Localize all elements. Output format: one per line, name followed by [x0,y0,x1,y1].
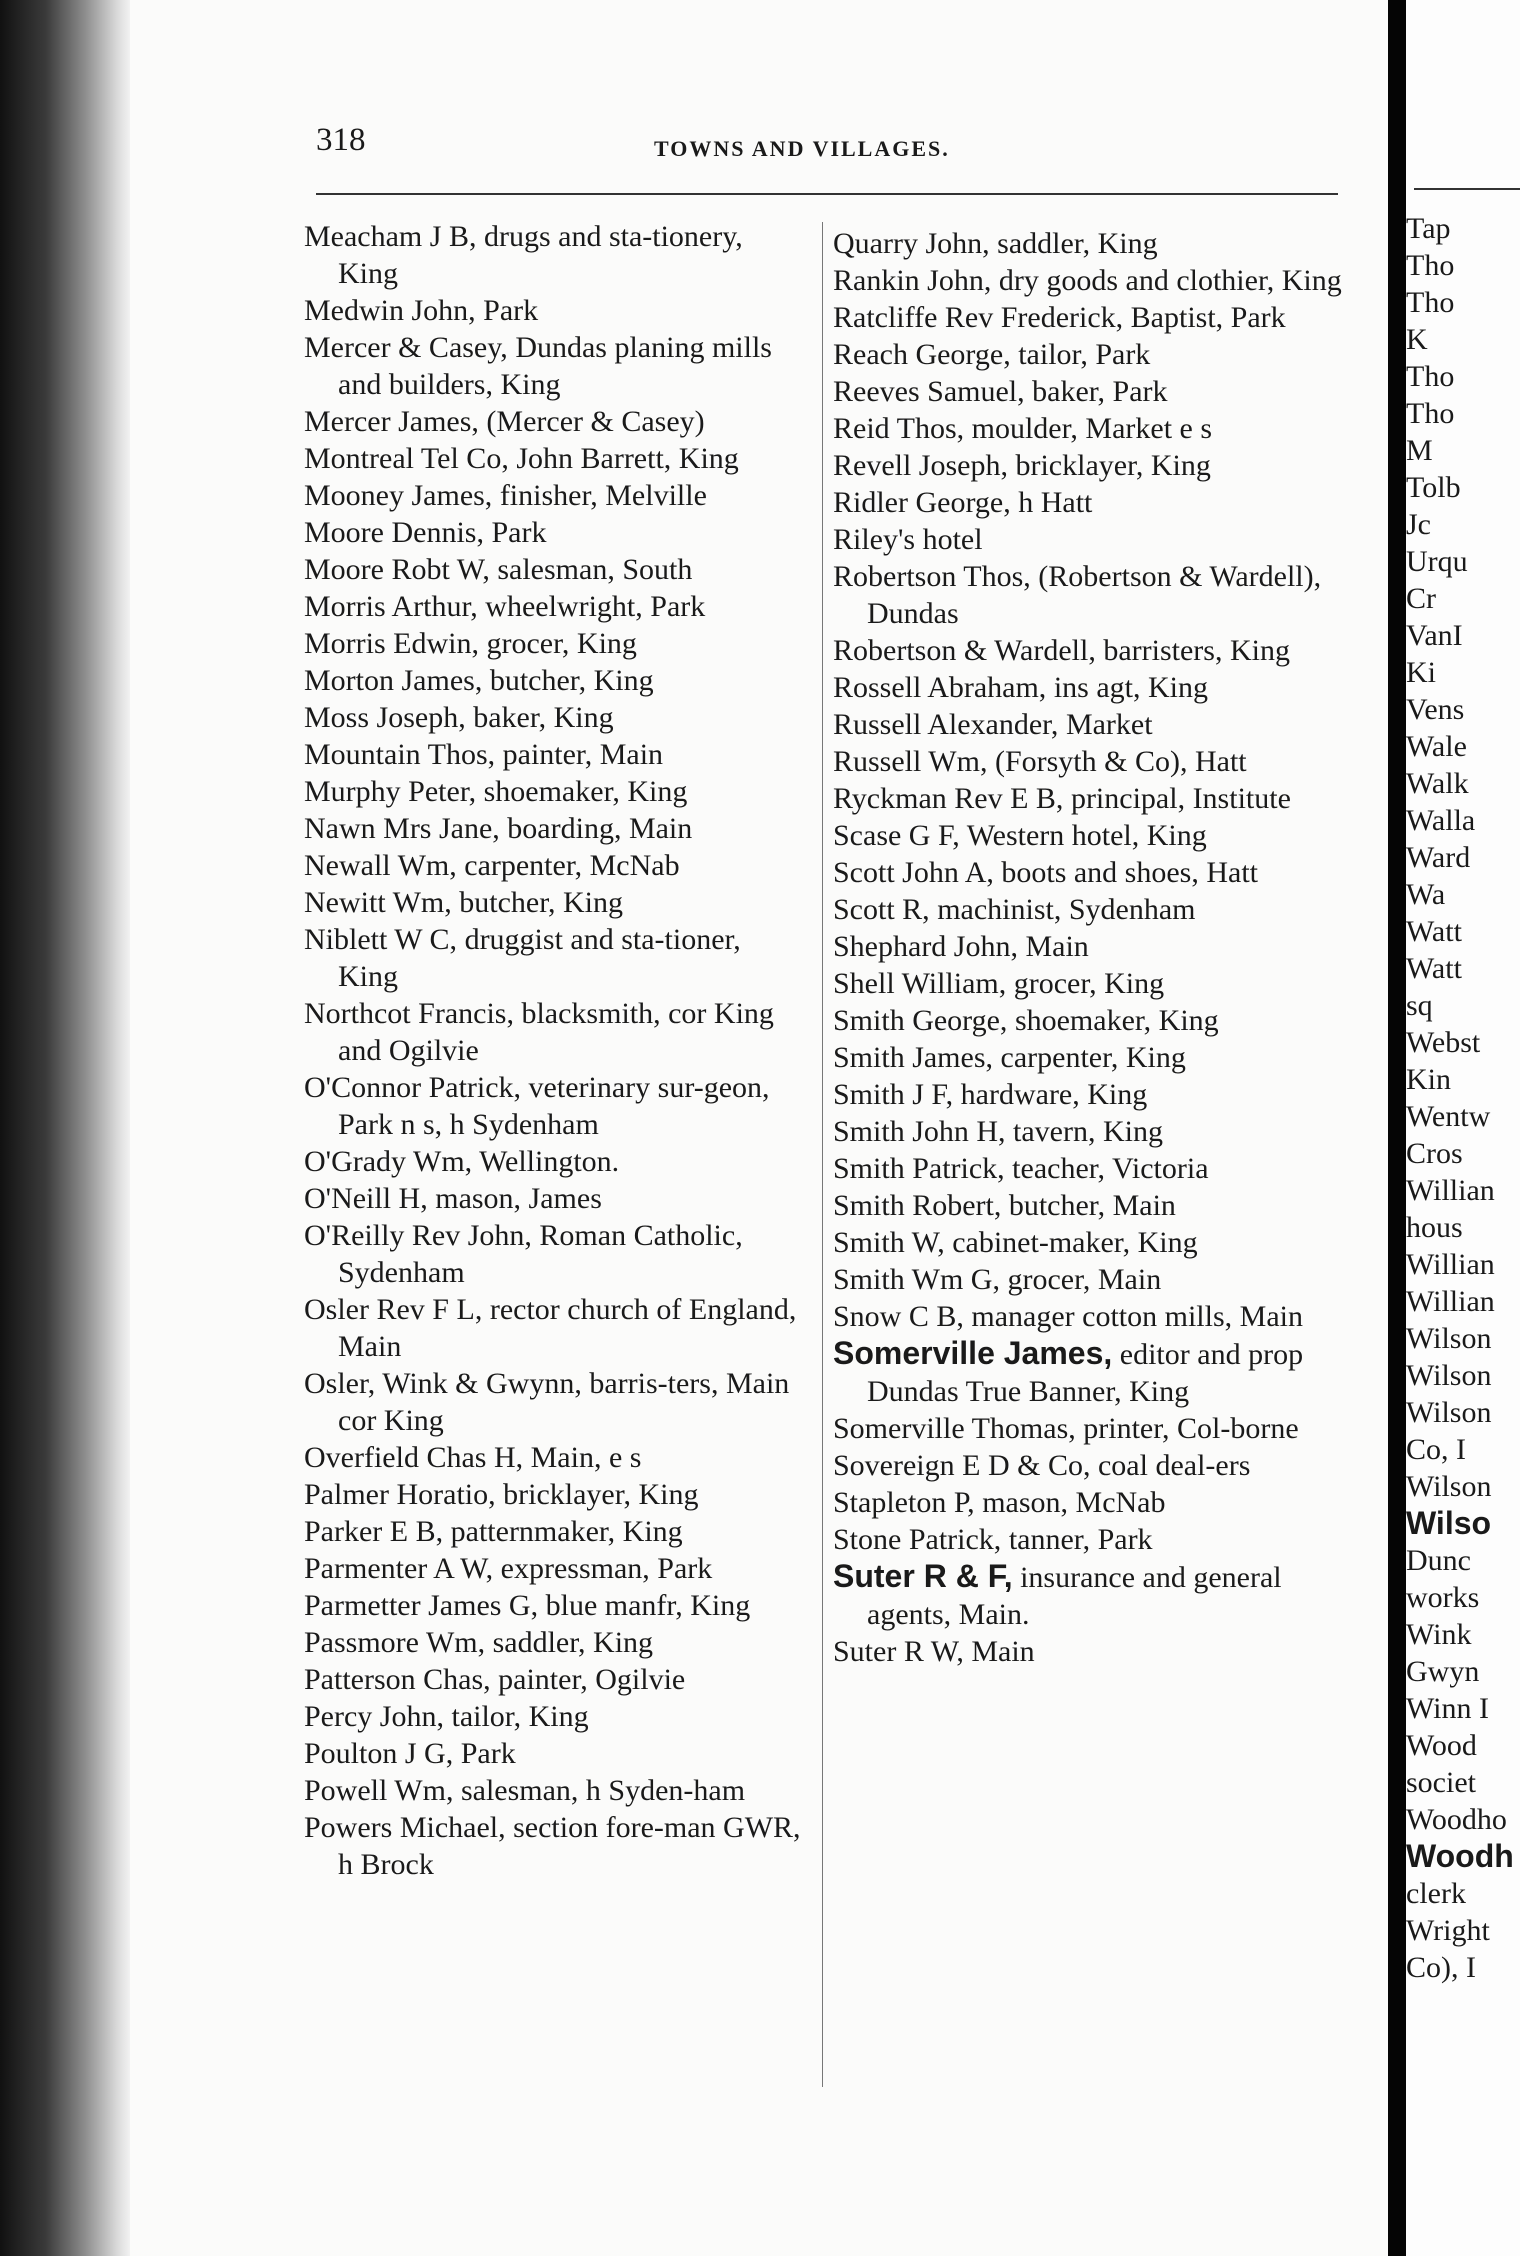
entry-name: Smith Wm G, [833,1263,1000,1296]
next-page-fragment: Wilso [1406,1505,1492,1541]
entry-details: carpenter, King [993,1041,1186,1074]
entry-name: Palmer Horatio, [304,1478,496,1511]
next-page-fragment: Watt [1406,952,1462,985]
entry-details: wheelwright, Park [477,590,706,623]
next-page-fragment: Wilson [1406,1359,1492,1392]
entry-details: Main, e s [523,1441,642,1474]
directory-entry [833,854,1343,891]
entry-details: carpenter, McNab [456,849,680,882]
directory-entry [833,965,1343,1002]
next-page-edge [1406,0,1520,2256]
directory-entry [833,1558,1343,1633]
entry-details: dry goods and clothier, King [991,264,1342,297]
entry-name: Meacham J B, [304,220,477,253]
directory-entry [833,1002,1343,1039]
directory-entry [304,1698,804,1735]
next-page-fragment: Wilson [1406,1396,1492,1429]
directory-entry [833,484,1343,521]
entry-name: Scase G F, [833,819,960,852]
entry-name: O'Neill H, [304,1182,428,1215]
entry-details: coal deal-ers [1090,1449,1251,1482]
entry-details: barris-ters, Main cor King [338,1367,790,1437]
next-page-fragment: Wa [1406,878,1446,911]
entry-name: Reach George, [833,338,1011,371]
directory-entry [833,1150,1343,1187]
entry-details: boarding, Main [499,812,693,845]
entry-name: Powell Wm, [304,1774,454,1807]
entry-details: shoemaker, King [1007,1004,1219,1037]
directory-entry [833,669,1343,706]
entry-details: moulder, Market e s [964,412,1213,445]
next-page-fragment: Wilson [1406,1322,1492,1355]
directory-entry [304,1365,804,1439]
entry-details: insurance and general agents, Main. [867,1561,1282,1631]
next-page-fragment: Woodho [1406,1803,1507,1836]
next-page-fragment: Tolb [1406,471,1461,504]
directory-entry [833,1633,1343,1670]
entry-name: Osler, Wink & Gwynn, [304,1367,582,1400]
entry-details: cabinet-maker, King [944,1226,1198,1259]
entry-details: (Robertson & Wardell), Dundas [867,560,1322,630]
directory-entry [833,410,1343,447]
entry-details: tavern, King [1005,1115,1163,1148]
entry-name: Russell Alexander, [833,708,1059,741]
entry-name: Smith Robert, [833,1189,1002,1222]
entry-name: Passmore Wm, [304,1626,486,1659]
entry-details: drugs and sta-tionery, King [338,220,743,290]
directory-entry [304,921,804,995]
column-divider [822,222,823,2087]
right-directory-column [833,225,1343,1670]
entry-details: teacher, Victoria [1004,1152,1209,1185]
directory-entry [304,847,804,884]
directory-entry [304,292,804,329]
directory-entry [833,817,1343,854]
entry-name: Scott John A, [833,856,994,889]
entry-name: Russell Wm, [833,745,988,778]
entry-name: Moore Dennis, [304,516,484,549]
next-page-fragment: Wilson [1406,1470,1492,1503]
next-page-fragment: Wood [1406,1729,1477,1762]
entry-name: Morris Edwin, [304,627,479,660]
directory-entry [304,625,804,662]
entry-name: Stone Patrick, [833,1523,1002,1556]
entry-details: (Forsyth & Co), Hatt [987,745,1247,778]
entry-details: barristers, King [1095,634,1290,667]
entry-details: printer, Col-borne [1075,1412,1299,1445]
directory-entry [304,699,804,736]
entry-details: section fore-man GWR, h Brock [338,1811,801,1881]
directory-entry [833,262,1343,299]
entry-name: Overfield Chas H, [304,1441,524,1474]
next-page-fragment: Tho [1406,286,1455,319]
next-page-fragment: Woodh [1406,1838,1514,1874]
entry-details: John Barrett, King [508,442,739,475]
directory-entry [304,1439,804,1476]
entry-name: Nawn Mrs Jane, [304,812,500,845]
directory-entry [304,1143,804,1180]
running-head: TOWNS AND VILLAGES. [654,136,950,161]
entry-details: shoemaker, King [476,775,688,808]
directory-entry [304,1291,804,1365]
next-page-fragment: Co), I [1406,1951,1476,1984]
entry-name: Suter R W, [833,1635,964,1668]
entry-name: Northcot Francis, [304,997,514,1030]
entry-details: Western hotel, King [959,819,1207,852]
entry-name: Mercer & Casey, [304,331,508,364]
directory-entry [833,1335,1343,1410]
entry-details: butcher, Main [1001,1189,1176,1222]
directory-entry [833,1298,1343,1335]
directory-entry [833,1039,1343,1076]
entry-name: Shell William, [833,967,1007,1000]
directory-entry [304,662,804,699]
entry-name: Robertson Thos, [833,560,1031,593]
next-page-fragment: Wale [1406,730,1467,763]
next-page-fragment: M [1406,434,1433,467]
entry-name: Moss Joseph, [304,701,466,734]
directory-entry [304,1661,804,1698]
directory-entry [833,1484,1343,1521]
entry-details: painter, Main [495,738,664,771]
directory-entry [304,810,804,847]
entry-details: baker, King [465,701,614,734]
directory-entry [304,1809,804,1883]
entry-name: Smith George, [833,1004,1008,1037]
directory-entry [304,736,804,773]
entry-details: boots and shoes, Hatt [993,856,1258,889]
entry-details: expressman, Park [493,1552,713,1585]
entry-name: O'Connor Patrick, [304,1071,522,1104]
directory-entry [833,1224,1343,1261]
entry-details: butcher, King [482,664,654,697]
next-page-fragment: Cros [1406,1137,1463,1170]
entry-details: Park [483,516,547,549]
entry-details: h Hatt [1010,486,1093,519]
entry-details: tailor, King [443,1700,589,1733]
directory-entry [304,329,804,403]
entry-name: O'Reilly Rev John, [304,1219,532,1252]
entry-name: Stapleton P, [833,1486,975,1519]
next-page-fragment: Urqu [1406,545,1468,578]
directory-entry [833,1521,1343,1558]
entry-details: Roman Catholic, Sydenham [338,1219,743,1289]
directory-entry [304,588,804,625]
entry-name: Smith Patrick, [833,1152,1005,1185]
entry-name: Mooney James, [304,479,493,512]
next-page-fragment: VanI [1406,619,1463,652]
directory-entry [304,551,804,588]
entry-details: painter, Ogilvie [490,1663,686,1696]
directory-entry [304,884,804,921]
next-page-fragment: Jc [1406,508,1431,541]
entry-details: Baptist, Park [1123,301,1286,334]
book-binding-shadow [0,0,130,2256]
entry-details: druggist and sta-tioner, King [338,923,741,993]
entry-details: mason, McNab [974,1486,1166,1519]
directory-entry [304,218,804,292]
next-page-fragment: Wright [1406,1914,1490,1947]
entry-details: grocer, King [1006,967,1165,1000]
next-page-fragment-list [1406,210,1514,1986]
entry-details: Market [1058,708,1153,741]
entry-details: Wellington. [472,1145,620,1178]
entry-details: tailor, Park [1010,338,1151,371]
entry-details: tanner, Park [1001,1523,1153,1556]
entry-name: Powers Michael, [304,1811,506,1844]
entry-name: Reid Thos, [833,412,965,445]
entry-details: rector church of England, Main [338,1293,797,1363]
entry-details: Main [1017,930,1089,963]
next-page-fragment: Willian [1406,1248,1495,1281]
directory-entry [833,1076,1343,1113]
entry-details: salesman, South [489,553,693,586]
next-page-fragment: Walk [1406,767,1469,800]
next-page-fragment: Walla [1406,804,1476,837]
directory-entry [833,891,1343,928]
directory-entry [833,225,1343,262]
entry-details: blacksmith, cor King and Ogilvie [338,997,774,1067]
directory-entry [833,373,1343,410]
next-page-fragment: Tho [1406,249,1455,282]
directory-entry [304,1513,804,1550]
next-page-fragment: Tho [1406,397,1455,430]
entry-details: salesman, h Syden-ham [453,1774,746,1807]
entry-details: (Mercer & Casey) [478,405,705,438]
next-page-fragment: Co, I [1406,1433,1466,1466]
next-page-fragment: Tho [1406,360,1455,393]
directory-entry [833,706,1343,743]
entry-name: Smith W, [833,1226,945,1259]
entry-details: Park [453,1737,516,1770]
next-page-fragment: Vens [1406,693,1465,726]
directory-entry [833,1113,1343,1150]
entry-name: Somerville Thomas, [833,1412,1076,1445]
entry-details: baker, Park [1024,375,1168,408]
entry-details: hardware, King [953,1078,1148,1111]
entry-details: bricklayer, King [1007,449,1211,482]
directory-entry [304,773,804,810]
next-page-fragment: Wentw [1406,1100,1491,1133]
next-page-fragment: Kin [1406,1063,1451,1096]
entry-name: Parker E B, [304,1515,444,1548]
entry-name: Ridler George, [833,486,1011,519]
next-page-fragment: K [1406,323,1428,356]
next-page-fragment: clerk [1406,1877,1466,1910]
entry-name: Morris Arthur, [304,590,478,623]
entry-name: Smith James, [833,1041,994,1074]
entry-details: mason, James [427,1182,602,1215]
entry-name: Shephard John, [833,930,1018,963]
next-page-fragment: Winn I [1406,1692,1489,1725]
entry-name: Patterson Chas, [304,1663,491,1696]
directory-entry [304,477,804,514]
directory-entry [833,928,1343,965]
next-page-fragment: Tap [1406,212,1451,245]
directory-entry [304,1735,804,1772]
next-page-fragment: Willian [1406,1174,1495,1207]
page-gutter [1388,0,1406,2256]
directory-entry [833,521,1343,558]
entry-details: saddler, King [989,227,1158,260]
entry-name: Newitt Wm, [304,886,452,919]
entry-name: Newall Wm, [304,849,457,882]
left-directory-column [304,218,804,1883]
entry-name: Quarry John, [833,227,990,260]
directory-entry [833,1447,1343,1484]
entry-name: Moore Robt W, [304,553,490,586]
entry-name: Rankin John, [833,264,992,297]
entry-name: Morton James, [304,664,483,697]
entry-name: Ryckman Rev E B, [833,782,1064,815]
directory-entry [833,632,1343,669]
next-page-fragment: Wink [1406,1618,1472,1651]
entry-name: Montreal Tel Co, [304,442,509,475]
entry-name: Osler Rev F L, [304,1293,483,1326]
directory-entry [304,1180,804,1217]
entry-name: Mercer James, [304,405,479,438]
entry-details: editor and prop Dundas True Banner, King [867,1338,1304,1408]
entry-details: butcher, King [451,886,624,919]
entry-name: Percy John, [304,1700,444,1733]
next-page-fragment: Gwyn [1406,1655,1480,1688]
entry-name: Medwin John, [304,294,476,327]
entry-details: grocer, King [479,627,637,660]
directory-entry [304,1069,804,1143]
next-page-fragment: Dunc [1406,1544,1471,1577]
entry-details: veterinary sur-geon, Park n s, h Sydenham [338,1071,770,1141]
next-page-fragment: Watt [1406,915,1462,948]
directory-entry [304,1587,804,1624]
entry-details: Main [963,1635,1035,1668]
directory-entry [833,743,1343,780]
entry-name: Niblett W C, [304,923,458,956]
directory-entry [304,514,804,551]
entry-name: Snow C B, [833,1300,964,1333]
entry-details: grocer, Main [999,1263,1162,1296]
entry-name: Scott R, [833,893,930,926]
entry-name: Reeves Samuel, [833,375,1025,408]
entry-name: Smith J F, [833,1078,954,1111]
next-page-fragment: hous [1406,1211,1463,1244]
next-page-fragment: societ [1406,1766,1476,1799]
entry-details: ins agt, King [1046,671,1208,704]
entry-name: Somerville James, [833,1335,1113,1371]
directory-entry [833,447,1343,484]
directory-entry [304,440,804,477]
entry-details: manager cotton mills, Main [963,1300,1303,1333]
entry-details: saddler, King [485,1626,654,1659]
next-page-fragment: Cr [1406,582,1436,615]
entry-name: Mountain Thos, [304,738,496,771]
directory-entry [304,1550,804,1587]
entry-name: Robertson & Wardell, [833,634,1096,667]
directory-entry [833,1410,1343,1447]
directory-entry [833,336,1343,373]
next-page-fragment: Webst [1406,1026,1481,1059]
directory-entry [304,995,804,1069]
entry-name: Parmenter A W, [304,1552,494,1585]
entry-name: Murphy Peter, [304,775,477,808]
next-page-fragment: Willian [1406,1285,1495,1318]
directory-entry [833,299,1343,336]
entry-name: O'Grady Wm, [304,1145,473,1178]
next-page-fragment: works [1406,1581,1480,1614]
directory-entry [304,403,804,440]
directory-entry [304,1476,804,1513]
directory-entry [304,1772,804,1809]
entry-name: Revell Joseph, [833,449,1008,482]
entry-details: blue manfr, King [538,1589,751,1622]
directory-entry [833,780,1343,817]
entry-name: Suter R & F, [833,1558,1013,1594]
entry-details: Park [475,294,539,327]
directory-entry [833,1261,1343,1298]
header-rule [316,193,1338,195]
directory-entry [833,1187,1343,1224]
page-number: 318 [316,122,366,158]
directory-entry [833,558,1343,632]
entry-details: principal, Institute [1063,782,1291,815]
entry-name: Poulton J G, [304,1737,454,1770]
entry-details: finisher, Melville [492,479,707,512]
entry-details: patternmaker, King [443,1515,683,1548]
next-page-header-rule [1414,188,1520,190]
entry-name: Rossell Abraham, [833,671,1047,704]
entry-name: Sovereign E D & Co, [833,1449,1091,1482]
directory-entry [304,1217,804,1291]
directory-entry [304,1624,804,1661]
entry-name: Smith John H, [833,1115,1006,1148]
entry-details: Dundas planing mills and builders, King [338,331,772,401]
entry-name: Riley's hotel [833,523,983,556]
entry-name: Ratcliffe Rev Frederick, [833,301,1124,334]
next-page-fragment: Ward [1406,841,1471,874]
next-page-fragment: sq [1406,989,1433,1022]
entry-name: Parmetter James G, [304,1589,539,1622]
entry-details: bricklayer, King [495,1478,699,1511]
next-page-fragment: Ki [1406,656,1436,689]
entry-details: machinist, Sydenham [929,893,1196,926]
